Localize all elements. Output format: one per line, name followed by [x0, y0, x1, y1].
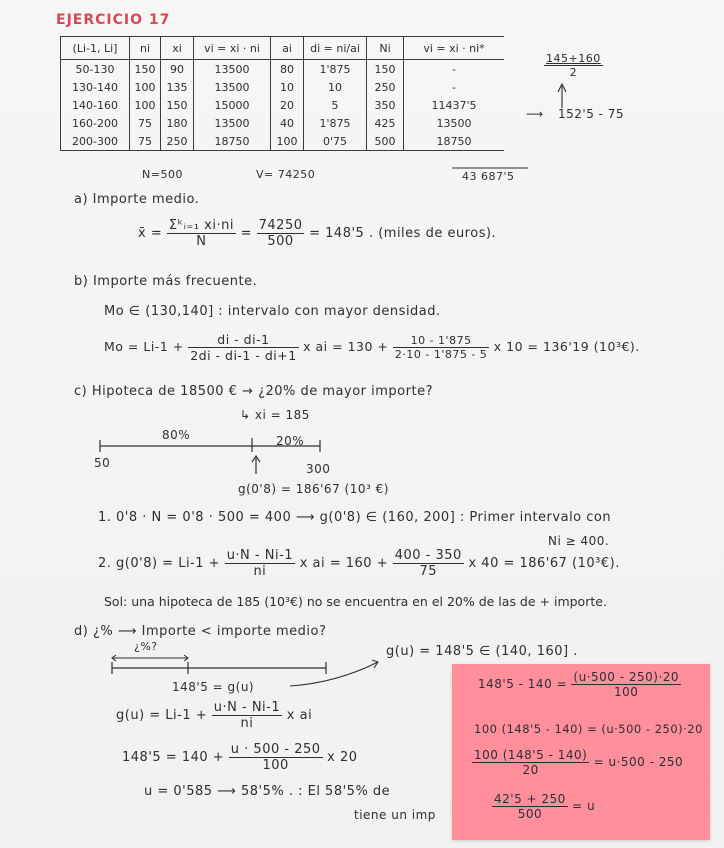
- table-cell: 80: [271, 60, 304, 79]
- part-d-result-cont: tiene un imp: [354, 808, 436, 822]
- table-header: vi = xi · ni*: [404, 37, 505, 60]
- table-cell: 100: [130, 78, 161, 96]
- table-cell: 20: [271, 96, 304, 114]
- part-a-formula: [138, 218, 496, 249]
- part-d-sub-num: u · 500 - 250: [230, 742, 321, 757]
- pct-left: 80%: [162, 428, 191, 442]
- table-cell: 250: [367, 78, 404, 96]
- side-fraction-num: 145+160: [546, 52, 601, 65]
- equals-sign: =: [240, 226, 252, 241]
- table-cell: 75: [130, 114, 161, 132]
- part-c-heading: c) Hipoteca de 18500 € → ¿20% de mayor importe?: [74, 384, 433, 399]
- side-fraction-den: 2: [569, 66, 578, 79]
- table-cell: 10: [304, 78, 367, 96]
- table-cell: 250: [161, 132, 194, 151]
- mode-num: di - di-1: [188, 332, 298, 348]
- mode-interval: Mo ∈ (130,140] : intervalo con mayor densidad.: [104, 304, 441, 319]
- table-cell: 13500: [194, 114, 271, 132]
- table-row: [61, 114, 505, 132]
- sticky-line-3-num: 100 (148'5 - 140): [474, 748, 588, 762]
- table-cell: 10: [271, 78, 304, 96]
- part-d-substitution: [122, 742, 358, 773]
- table-cell: 75: [130, 132, 161, 151]
- quantile-label: g(0'8) = 186'67 (10³ €): [238, 482, 389, 496]
- part-c-sub: ↳ xi = 185: [240, 408, 310, 422]
- part-d-result: u = 0'585 ⟶ 58'5% . : El 58'5% de: [144, 784, 391, 799]
- table-cell: 140-160: [61, 96, 130, 114]
- sticky-line-4-num: 42'5 + 250: [494, 792, 566, 806]
- total-last-column: 43 687'5: [462, 170, 515, 183]
- side-up-arrow: [570, 86, 571, 87]
- mode-mid: x ai = 130 +: [303, 339, 389, 354]
- table-header: ai: [271, 37, 304, 60]
- mode-lhs: Mo = Li-1 +: [104, 339, 184, 354]
- step-1: 1. 0'8 · N = 0'8 · 500 = 400 ⟶ g(0'8) ∈ (160, 200] : Primer intervalo con: [98, 510, 612, 525]
- table-cell: 1'875: [304, 60, 367, 79]
- step-2-result: x 40 = 186'67 (10³€).: [468, 556, 620, 571]
- table-cell: 350: [367, 96, 404, 114]
- table-cell: 0'75: [304, 132, 367, 151]
- sticky-line-1-lhs: 148'5 - 140 =: [478, 677, 568, 691]
- sticky-line-1-num: (u·500 - 250)·20: [573, 670, 680, 684]
- mean-num: Σᵏᵢ₌₁ xi·ni: [168, 218, 234, 233]
- step-2: [98, 548, 620, 579]
- mean-symbol: x̄ =: [138, 226, 163, 241]
- table-cell: 150: [161, 96, 194, 114]
- part-a-heading: a) Importe medio.: [74, 192, 200, 207]
- part-d-lhs: g(u) = Li-1 +: [116, 708, 208, 723]
- axis-label-d: 148'5 = g(u): [172, 680, 255, 694]
- sticky-line-4-end: = u: [572, 799, 596, 813]
- table-header: Ni: [367, 37, 404, 60]
- part-d-sub-lhs: 148'5 = 140 +: [122, 750, 225, 765]
- exercise-title: EJERCICIO 17: [56, 12, 171, 28]
- table-cell: 1'875: [304, 114, 367, 132]
- table-cell: 135: [161, 78, 194, 96]
- table-cell: 100: [271, 132, 304, 151]
- table-row: [61, 96, 505, 114]
- sticky-line-1: [478, 670, 681, 699]
- sticky-line-2: 100 (148'5 - 140) = (u·500 - 250)·20: [474, 722, 703, 736]
- table-header: di = ni/ai: [304, 37, 367, 60]
- mean-value-num: 74250: [258, 218, 303, 233]
- table-cell: 150: [367, 60, 404, 79]
- frequency-table: [60, 36, 504, 151]
- table-cell: 13500: [194, 78, 271, 96]
- table-header: ni: [130, 37, 161, 60]
- table-header: (Li-1, Li]: [61, 37, 130, 60]
- mode-num2: 10 - 1'875: [393, 334, 489, 348]
- mode-result: x 10 = 136'19 (10³€).: [493, 339, 640, 354]
- step-2-den: ni: [253, 564, 267, 579]
- sticky-line-3-den: 20: [522, 763, 539, 777]
- step-1-cont: Ni ≥ 400.: [548, 534, 610, 548]
- table-cell: 100: [130, 96, 161, 114]
- table-cell: 40: [271, 114, 304, 132]
- sticky-note: [452, 664, 710, 840]
- g-u-interval: g(u) = 148'5 ∈ (140, 160] .: [386, 644, 578, 659]
- table-cell: 18750: [194, 132, 271, 151]
- side-fraction: [544, 52, 603, 79]
- step-2-lhs: 2. g(0'8) = Li-1 +: [98, 556, 221, 571]
- table-cell: 13500: [194, 60, 271, 79]
- total-n: N=500: [142, 168, 183, 181]
- step-2-num: u·N - Ni-1: [226, 548, 294, 563]
- step-2-num2: 400 - 350: [394, 548, 462, 563]
- table-cell: -: [404, 60, 505, 79]
- table-cell: 180: [161, 114, 194, 132]
- table-cell: 160-200: [61, 114, 130, 132]
- table-cell: 90: [161, 60, 194, 79]
- mode-den2: 2·10 - 1'875 - 5: [394, 348, 488, 361]
- part-b-heading: b) Importe más frecuente.: [74, 274, 258, 289]
- table-cell: 500: [367, 132, 404, 151]
- table-cell: 200-300: [61, 132, 130, 151]
- table-cell: 50-130: [61, 60, 130, 79]
- part-d-heading: d) ¿% ⟶ Importe < importe medio?: [74, 624, 327, 639]
- part-d-num: u·N - Ni-1: [213, 700, 281, 715]
- part-d-sub-den: 100: [262, 758, 289, 773]
- part-d-end: x ai: [286, 708, 313, 723]
- side-arrow: ⟶: [526, 107, 544, 121]
- table-row: [61, 78, 505, 96]
- table-header: xi: [161, 37, 194, 60]
- table-cell: 425: [367, 114, 404, 132]
- part-c-solution: Sol: una hipoteca de 185 (10³€) no se encuentra en el 20% de las de + importe.: [104, 594, 607, 609]
- part-d-formula: [116, 700, 312, 731]
- sticky-line-3-end: = u·500 - 250: [593, 755, 684, 769]
- table-row: [61, 132, 505, 151]
- total-v: V= 74250: [256, 168, 316, 181]
- table-cell: 15000: [194, 96, 271, 114]
- table-header-row: [61, 37, 505, 60]
- mode-den: 2di - di-1 - di+1: [190, 348, 297, 363]
- sticky-line-3: [472, 748, 683, 777]
- table-cell: 11437'5: [404, 96, 505, 114]
- step-2-den2: 75: [419, 564, 438, 579]
- table-cell: 13500: [404, 114, 505, 132]
- part-d-den: ni: [240, 716, 254, 731]
- table-cell: 150: [130, 60, 161, 79]
- mean-value-den: 500: [267, 234, 294, 249]
- side-result: 152'5 - 75: [558, 107, 625, 121]
- mode-formula: [104, 332, 640, 363]
- sticky-line-4: [492, 792, 595, 821]
- table-cell: 18750: [404, 132, 505, 151]
- mean-den: N: [196, 234, 207, 249]
- table-cell: 5: [304, 96, 367, 114]
- table-cell: 130-140: [61, 78, 130, 96]
- mean-result: = 148'5 . (miles de euros).: [309, 226, 497, 241]
- sticky-line-4-den: 500: [517, 807, 543, 821]
- brace-label: ¿%?: [134, 640, 158, 653]
- axis-right-label: 300: [306, 462, 331, 476]
- part-d-sub-end: x 20: [327, 750, 358, 765]
- sticky-line-1-den: 100: [614, 685, 639, 699]
- step-2-mid: x ai = 160 +: [299, 556, 389, 571]
- table-header: vi = xi · ni: [194, 37, 271, 60]
- axis-left-label: 50: [94, 456, 111, 470]
- pct-right: 20%: [276, 434, 305, 448]
- table-row: [61, 60, 505, 79]
- table-cell: -: [404, 78, 505, 96]
